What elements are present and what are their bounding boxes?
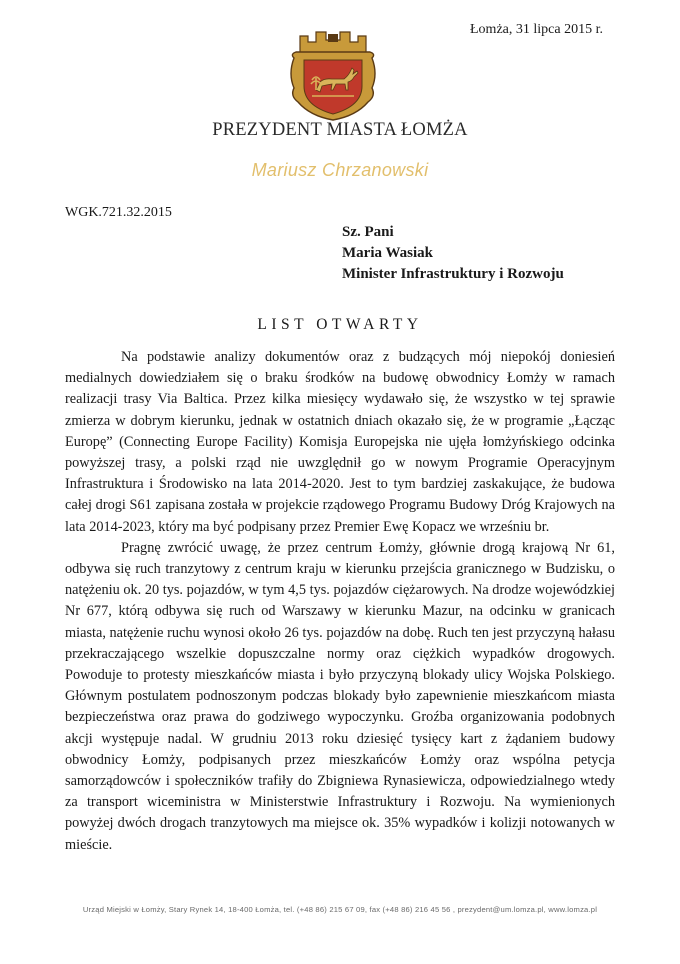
body-paragraph: Na podstawie analizy dokumentów oraz z budzących mój niepokój doniesień medialnych dowiedziałem się o braku środków na budowę obwodnicy Łomży w ramach realizacji trasy Via Baltica. Przez kilka miesięcy wydawało się, że wszystko w tej sprawie zmierza w dobrym kierunku, jednak w ostatnich dniach okazało się, że w programie „Łącząc Europę” (Connecting Europe Facility) Komisja Europejska nie ujęła łomżyńskiego odcinka powyższej trasy, a polski rząd nie uwzględnił go w nowym Programie Operacyjnym Infrastruktura i Środowisko na lata 2014-2020. Jest to tym bardziej zaskakujące, że budowa całej drogi S61 zapisana została w projekcie rządowego Programu Budowy Dróg Krajowych na lata 2014-2023, który ma być podpisany przez Premier Ewę Kopacz we wrześniu br. [65,349,615,535]
letter-date: Łomża, 31 lipca 2015 r. [470,22,603,37]
reference-number: WGK.721.32.2015 [65,205,172,220]
recipient-block [342,222,564,285]
mayor-name: Mariusz Chrzanowski [251,160,429,180]
recipient-name: Maria Wasiak [342,245,433,261]
footer-contact: Urząd Miejski w Łomży, Stary Rynek 14, 18-400 Łomża, tel. (+48 86) 215 67 09, fax (+48 86) 216 45 56 , prezydent@um.lomza.pl, www.lomza.pl [82,905,598,914]
recipient-position: Minister Infrastruktury i Rozwoju [342,266,564,282]
city-coat-of-arms-logo [286,24,380,122]
letter-body [65,347,615,856]
office-title: PREZYDENT MIASTA ŁOMŻA [212,120,468,140]
body-paragraph: Pragnę zwrócić uwagę, że przez centrum Łomży, głównie drogą krajową Nr 61, odbywa się ruch tranzytowy z centrum kraju w kierunku przejścia granicznego w Budzisku, o natężeniu ok. 20 tys. pojazdów, w tym 4,5 tys. pojazdów ciężarowych. Na drodze wojewódzkiej Nr 677, którą odbywa się ruch od Warszawy w kierunku Mazur, na odcinku w granicach miasta, natężenie ruchu wynosi około 26 tys. pojazdów na dobę. Ruch ten jest przyczyną hałasu przekraczającego wszelkie dopuszczalne normy oraz ciężkich wypadków drogowych. Powoduje to protesty mieszkańców miasta i było przyczyną blokady ulicy Wojska Polskiego. Głównym postulatem podnoszonym podczas blokady było zapewnienie mieszkańcom miasta bezpieczeństwa oraz prawa do godziwego wypoczynku. Groźba organizowania podobnych akcji występuje nadal. W grudniu 2013 roku dziesięć tysięcy kart z żądaniem budowy obwodnicy Łomży, podpisanych przez mieszkańców Łomży oraz wspólna petycja samorządowców i społeczników trafiły do Zbigniewa Rynasiewicza, odpowiedzialnego wtedy za transport wiceministra w Ministerstwie Infrastruktury i Rozwoju. Na wymienionych powyżej dwóch drogach tranzytowych ma miejsce ok. 35% wypadków i kolizji notowanych w mieście. [65,539,615,853]
letter-title: LIST OTWARTY [257,316,423,333]
recipient-salutation: Sz. Pani [342,224,394,240]
